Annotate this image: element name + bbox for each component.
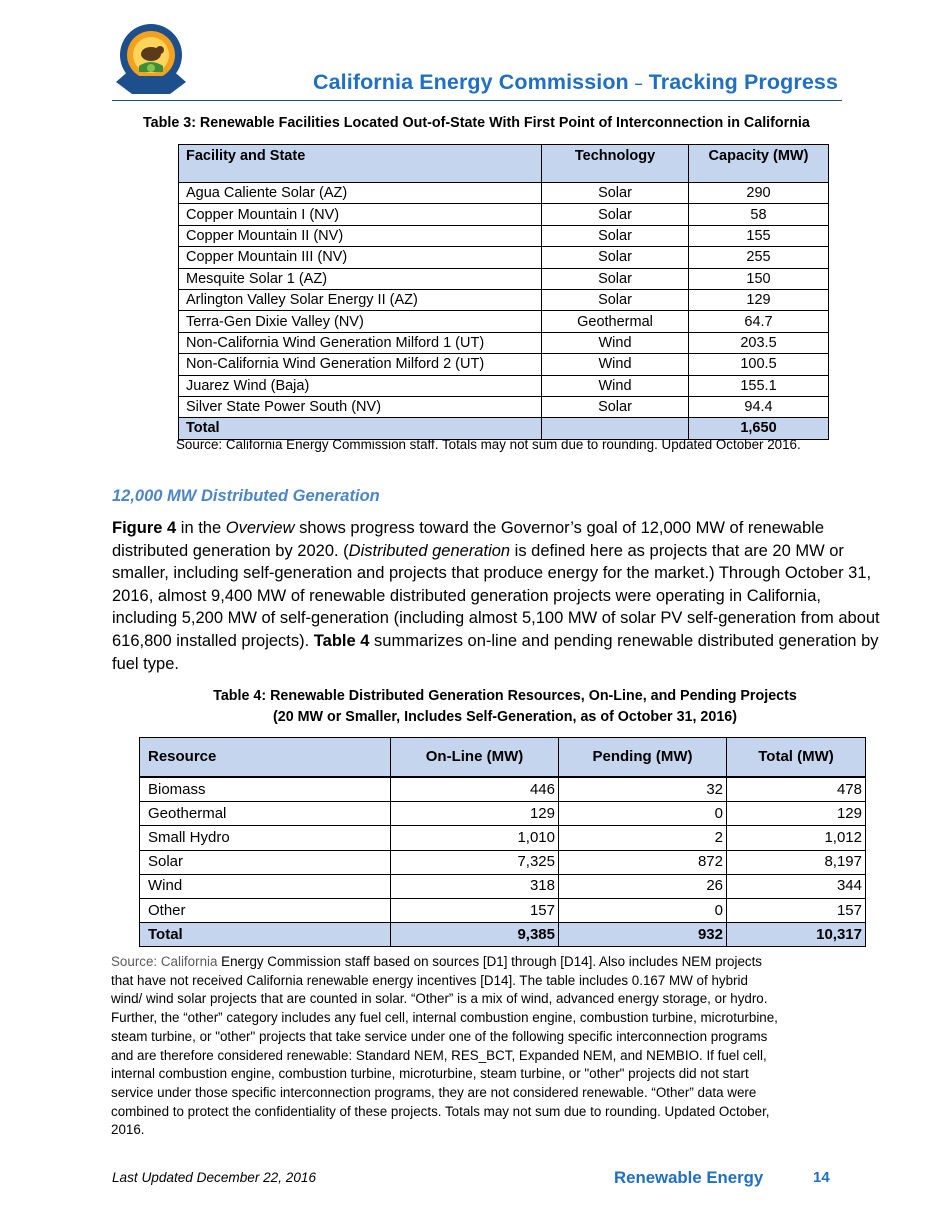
table4-note-text: Energy Commission staff based on sources [D1] through [D14]. Also includes NEM projects that have not received California renewable energy incentives [D14]. The table includes 0.167 MW of hybrid wind/ wind solar projects that are counted in solar. “Other” is a mix of wind, advanced energy storage, or hydro. Further, the “other” category includes any fuel cell, internal combustion engine, combustion turbine, microturbine, steam turbine, or "other" projects that take service under one of the following specific interconnection programs and are therefore considered renewable: Standard NEM, RES_BCT, Expanded NEM, and NEMBIO. If fuel cell, internal combustion engine, combustion turbine, microturbine, steam turbine, or "other" projects did not start service under those specific interconnection programs, they are not considered renewable. “Other” data were combined to protect the confidentiality of these projects. Totals may not sum due to rounding. Updated October, 2016. — [111, 954, 778, 1138]
table4-note-source: Source: California — [111, 954, 218, 969]
table3-cell: Geothermal — [542, 311, 689, 332]
table3-cell: Non-California Wind Generation Milford 1 (UT) — [179, 332, 542, 353]
table4-row — [140, 898, 866, 922]
table4-col-resource: Resource — [140, 738, 391, 778]
header-separator: – — [634, 75, 643, 92]
table4-row — [140, 826, 866, 850]
table4-cell: 0 — [559, 898, 727, 922]
footer-date: Last Updated December 22, 2016 — [112, 1170, 317, 1185]
table3-cell: Silver State Power South (NV) — [179, 396, 542, 417]
table4-cell: 872 — [559, 850, 727, 874]
table4-row — [140, 874, 866, 898]
table3-col-capacity: Capacity (MW) — [689, 145, 829, 183]
table3-cell: Non-California Wind Generation Milford 2 (UT) — [179, 354, 542, 375]
table4-row — [140, 850, 866, 874]
table3-cell: 255 — [689, 247, 829, 268]
table3-cell: Solar — [542, 289, 689, 310]
table4-cell: 157 — [727, 898, 866, 922]
table4-cell: 2 — [559, 826, 727, 850]
table3-cell: 155.1 — [689, 375, 829, 396]
table3-row — [179, 204, 829, 225]
table4-row — [140, 802, 866, 826]
page-number: 14 — [813, 1169, 830, 1186]
table3 — [178, 144, 829, 440]
header-org: California Energy Commission — [312, 70, 629, 94]
header-title — [313, 70, 838, 95]
table3-cell: 58 — [689, 204, 829, 225]
table4-caption — [140, 686, 870, 728]
table3-cell: Arlington Valley Solar Energy II (AZ) — [179, 289, 542, 310]
section-heading: 12,000 MW Distributed Generation — [112, 487, 380, 505]
header-section: Tracking Progress — [648, 70, 838, 94]
table4-total-cell: Total — [140, 923, 391, 947]
table3-cell: Solar — [542, 204, 689, 225]
table3-cell: 94.4 — [689, 396, 829, 417]
table3-body — [179, 183, 829, 440]
table3-row — [179, 332, 829, 353]
para-text: in the — [176, 519, 226, 537]
table3-row — [179, 289, 829, 310]
table3-cell: Copper Mountain I (NV) — [179, 204, 542, 225]
table4-body — [140, 777, 866, 947]
table3-row — [179, 311, 829, 332]
table3-cell: Copper Mountain III (NV) — [179, 247, 542, 268]
table3-cell: Copper Mountain II (NV) — [179, 225, 542, 246]
table3-header-row — [179, 145, 829, 183]
table-ref: Table 4 — [313, 631, 370, 650]
table4-cell: Geothermal — [140, 802, 391, 826]
table4-total-row — [140, 923, 866, 947]
table3-cell: 155 — [689, 225, 829, 246]
table4-cell: 344 — [727, 874, 866, 898]
table4-col-total: Total (MW) — [727, 738, 866, 778]
table4-total-cell: 932 — [559, 923, 727, 947]
table4-cell: Biomass — [140, 777, 391, 802]
table3-cell: Solar — [542, 396, 689, 417]
table4-cell: 26 — [559, 874, 727, 898]
para-text: shows progress toward the Governor’s goal of 12,000 MW of renewable distributed generation by 2020. ( — [112, 519, 824, 560]
table4-cell: 478 — [727, 777, 866, 802]
table3-caption: Table 3: Renewable Facilities Located Out-of-State With First Point of Interconnection in California — [143, 115, 810, 131]
table3-cell: Mesquite Solar 1 (AZ) — [179, 268, 542, 289]
table4-cell: 0 — [559, 802, 727, 826]
table4-cell: Wind — [140, 874, 391, 898]
para-text: is defined here as projects that are 20 MW or smaller, including self-generation and projects that produce energy for the market.) Through October 31, 2016, almost 9,400 MW of renewable distributed generation projects were operating in California, including 5,200 MW of self-generation (including almost 5,100 MW of solar PV self-generation from about 616,800 installed projects). — [112, 541, 880, 650]
table3-total-row — [179, 418, 829, 439]
table4-caption-line2: (20 MW or Smaller, Includes Self-Generation, as of October 31, 2016) — [273, 708, 737, 725]
table3-col-facility: Facility and State — [179, 145, 542, 183]
footer-section: Renewable Energy — [614, 1168, 764, 1187]
table3-cell: Solar — [542, 268, 689, 289]
table4-cell: Other — [140, 898, 391, 922]
table3-cell: Juarez Wind (Baja) — [179, 375, 542, 396]
table4-cell: Solar — [140, 850, 391, 874]
table4-total-cell: 9,385 — [391, 923, 559, 947]
table3-total-cell — [542, 418, 689, 439]
overview-ref: Overview — [225, 519, 295, 537]
table4-col-online: On-Line (MW) — [391, 738, 559, 778]
table3-cell: 290 — [689, 183, 829, 204]
table4-cell: Small Hydro — [140, 826, 391, 850]
table3-total-cell: 1,650 — [689, 418, 829, 439]
table4-cell: 129 — [727, 802, 866, 826]
table3-row — [179, 354, 829, 375]
table3-cell: Terra-Gen Dixie Valley (NV) — [179, 311, 542, 332]
table4-col-pending: Pending (MW) — [559, 738, 727, 778]
table3-cell: Wind — [542, 354, 689, 375]
table3-cell: Wind — [542, 375, 689, 396]
table3-row — [179, 375, 829, 396]
table3-row — [179, 268, 829, 289]
table3-cell: 129 — [689, 289, 829, 310]
header-divider — [112, 100, 842, 101]
table4-cell: 7,325 — [391, 850, 559, 874]
para-text: summarizes on-line and pending renewable distributed generation by fuel type. — [112, 631, 879, 673]
table3-cell: Solar — [542, 247, 689, 268]
table3-cell: 100.5 — [689, 354, 829, 375]
table3-total-cell: Total — [179, 418, 542, 439]
table3-row — [179, 183, 829, 204]
table4-cell: 32 — [559, 777, 727, 802]
table3-cell: 203.5 — [689, 332, 829, 353]
table3-col-technology: Technology — [542, 145, 689, 183]
table4-cell: 157 — [391, 898, 559, 922]
table3-cell: Solar — [542, 183, 689, 204]
table4-cell: 8,197 — [727, 850, 866, 874]
term-distributed-generation: Distributed generation — [348, 541, 511, 560]
table4-cell: 1,012 — [727, 826, 866, 850]
table4-cell: 446 — [391, 777, 559, 802]
body-paragraph — [112, 517, 882, 675]
table3-source: Source: California Energy Commission staff. Totals may not sum due to rounding. Updated October 2016. — [176, 437, 801, 452]
energy-commission-logo — [112, 22, 190, 94]
table3-row — [179, 396, 829, 417]
table4-cell: 318 — [391, 874, 559, 898]
table3-row — [179, 225, 829, 246]
table4-cell: 1,010 — [391, 826, 559, 850]
figure-ref: Figure 4 — [112, 519, 177, 537]
table4-cell: 129 — [391, 802, 559, 826]
table4-caption-line1: Table 4: Renewable Distributed Generation Resources, On-Line, and Pending Projects — [213, 688, 797, 704]
table4-note — [111, 953, 781, 1140]
table3-cell: Agua Caliente Solar (AZ) — [179, 183, 542, 204]
table3-cell: Solar — [542, 225, 689, 246]
table4-row — [140, 777, 866, 802]
table3-cell: 150 — [689, 268, 829, 289]
table4 — [139, 737, 866, 947]
table3-cell: Wind — [542, 332, 689, 353]
table4-total-cell: 10,317 — [727, 923, 866, 947]
table3-cell: 64.7 — [689, 311, 829, 332]
table4-header-row — [140, 738, 866, 778]
table3-row — [179, 247, 829, 268]
